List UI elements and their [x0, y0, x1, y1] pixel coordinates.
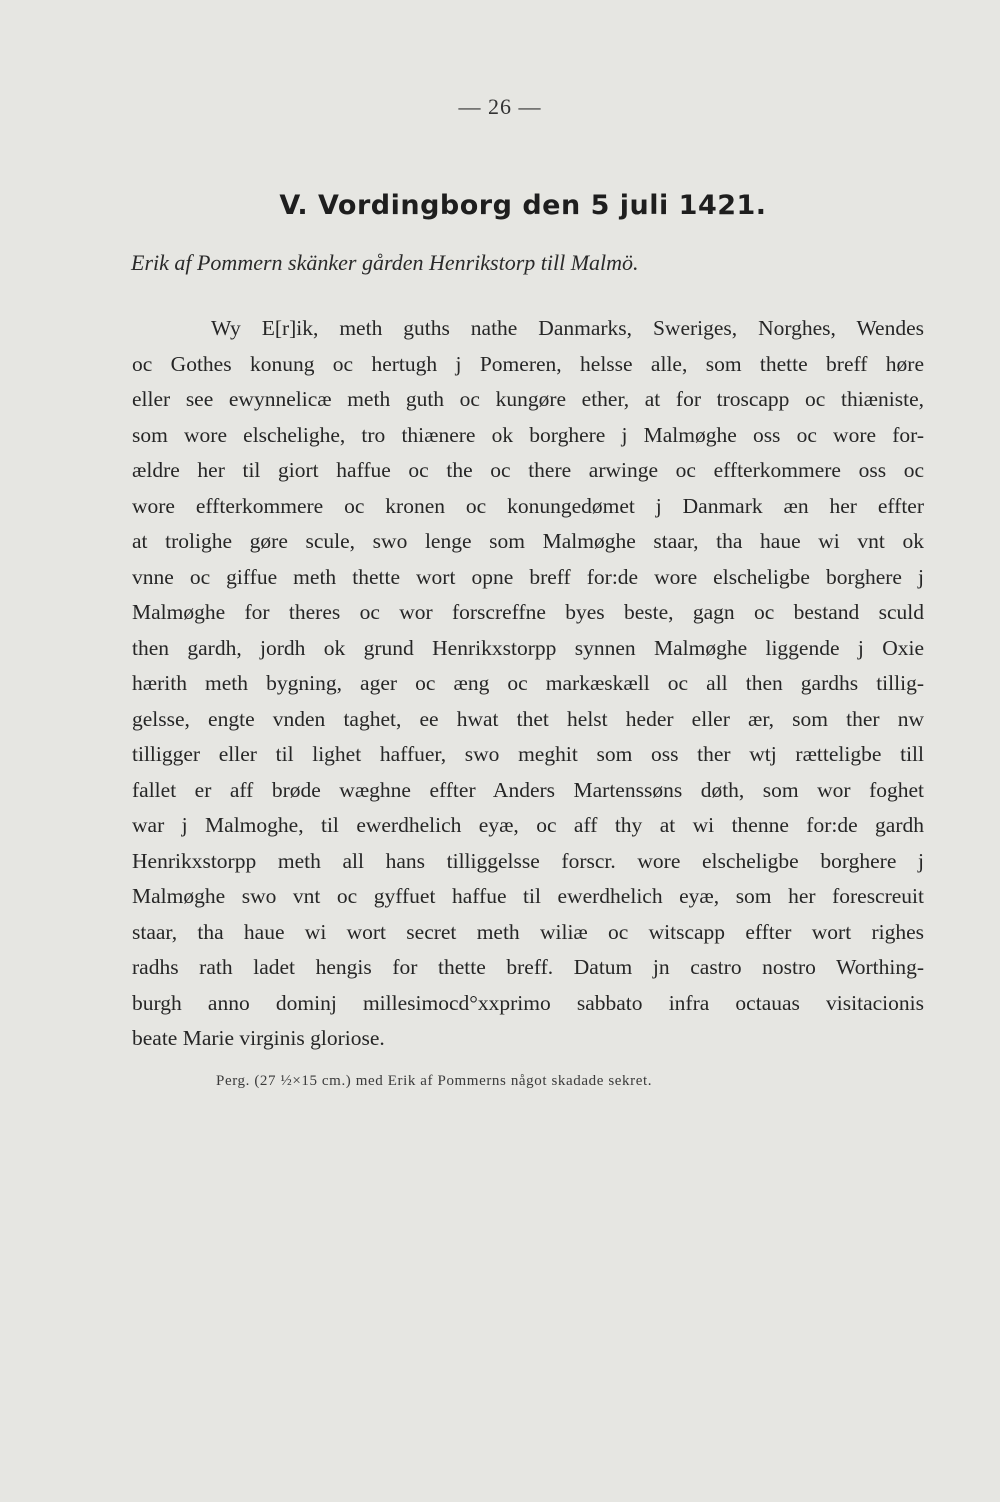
body-line: staar, tha haue wi wort secret meth wiliæ oc witscapp effter wort righes: [132, 919, 924, 944]
body-line: beate Marie virginis gloriose.: [132, 1026, 385, 1050]
body-line: eller see ewynnelicæ meth guth oc kungøre ether, at for troscapp oc thiæniste,: [132, 387, 924, 411]
body-line: then gardh, jordh ok grund Henrikxstorpp synnen Malmøghe liggende j Oxie: [132, 635, 924, 660]
body-line: tilligger eller til lighet haffuer, swo meghit som oss ther wtj rætteligbe till: [132, 742, 924, 766]
footnote: Perg. (27 ½×15 cm.) med Erik af Pommerns något skadade sekret.: [216, 1073, 653, 1089]
body-line: wore effterkommere oc kronen oc konungedømet j Danmark æn her effter: [132, 493, 924, 518]
body-line: fallet er aff brøde wæghne effter Anders Martenssøns døth, som wor foghet: [132, 777, 924, 802]
body-text: [132, 311, 924, 1057]
body-line: oc Gothes konung oc hertugh j Pomeren, helsse alle, som thette breff høre: [132, 351, 924, 376]
body-line: som wore elschelighe, tro thiænere ok borghere j Malmøghe oss oc wore for-: [132, 422, 924, 447]
body-line: vnne oc giffue meth thette wort opne breff for:de wore elscheligbe borghere j: [132, 564, 924, 589]
document-subtitle: Erik af Pommern skänker gården Henrikstorp till Malmö.: [131, 250, 639, 275]
page-number: — 26 —: [458, 94, 542, 119]
body-line: Henrikxstorpp meth all hans tilliggelsse forscr. wore elscheligbe borghere j: [132, 848, 924, 873]
body-line: Wy E[r]ik, meth guths nathe Danmarks, Sweriges, Norghes, Wendes: [211, 316, 924, 340]
body-line: war j Malmoghe, til ewerdhelich eyæ, oc aff thy at wi thenne for:de gardh: [132, 813, 924, 837]
body-line: Malmøghe swo vnt oc gyffuet haffue til ewerdhelich eyæ, som her forescreuit: [132, 884, 924, 908]
body-line: at trolighe gøre scule, swo lenge som Malmøghe staar, tha haue wi vnt ok: [132, 529, 924, 553]
body-line: Malmøghe for theres oc wor forscreffne byes beste, gagn oc bestand sculd: [132, 600, 924, 624]
body-line: ældre her til giort haffue oc the oc there arwinge oc effterkommere oss oc: [132, 458, 924, 482]
body-line: burgh anno dominj millesimocd°xxprimo sabbato infra octauas visitacionis: [132, 990, 924, 1015]
body-line: radhs rath ladet hengis for thette breff. Datum jn castro nostro Worthing-: [132, 955, 924, 979]
body-line: hærith meth bygning, ager oc æng oc markæskæll oc all then gardhs tillig-: [132, 671, 924, 695]
body-line: gelsse, engte vnden taghet, ee hwat thet helst heder eller ær, som ther nw: [132, 706, 924, 731]
document-heading: V. Vordingborg den 5 juli 1421.: [279, 190, 767, 221]
